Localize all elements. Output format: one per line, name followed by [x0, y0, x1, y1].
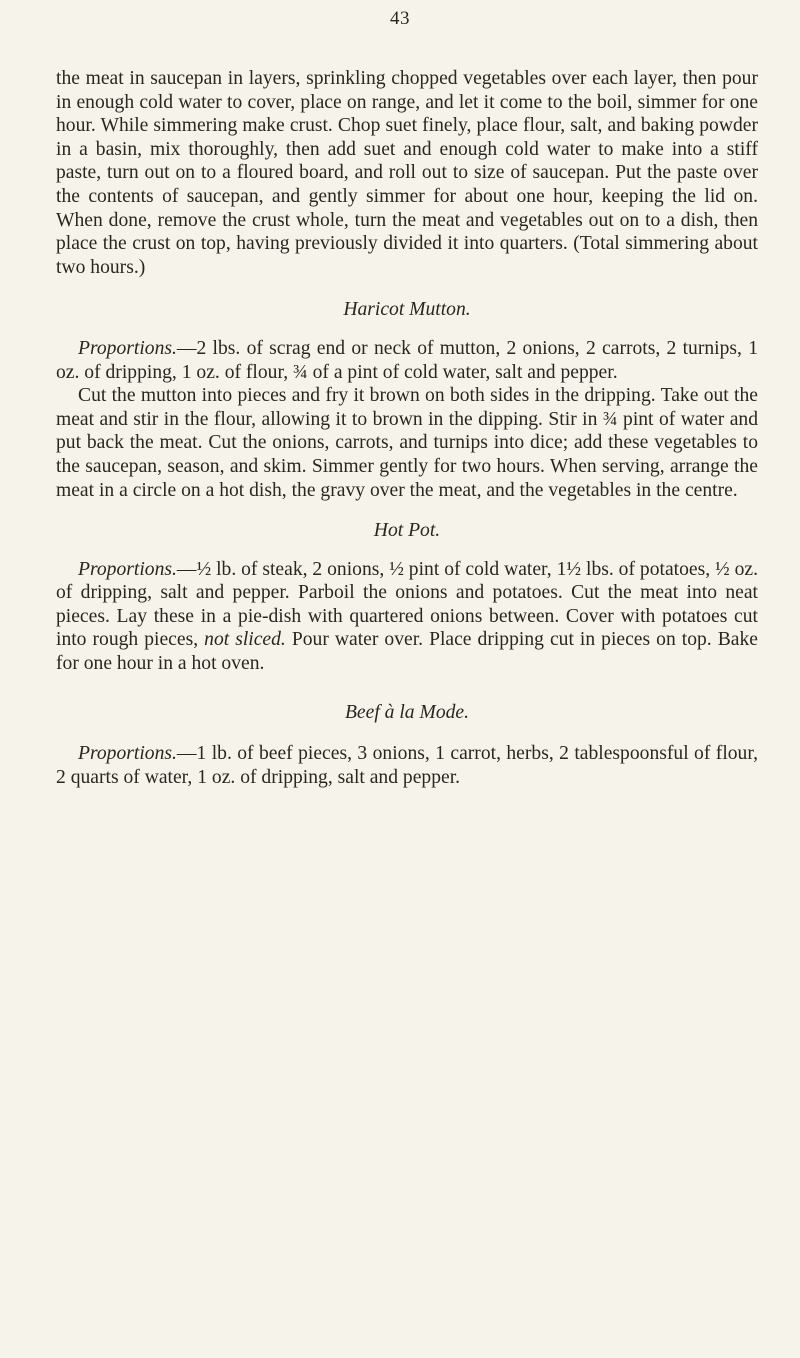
method-emphasis: not sliced.: [204, 629, 286, 651]
recipe-beef-a-la-mode: [56, 701, 758, 790]
proportions-label: Proportions.: [78, 743, 177, 765]
recipe-haricot-mutton: [56, 298, 758, 502]
proportions-text: —1 lb. of beef pieces, 3 onions, 1 carrot, herbs, 2 tablespoonsful of flour, 2 quarts of water, 1 oz. of dripping, salt and pepper.: [56, 743, 758, 788]
page-text: [56, 67, 758, 789]
recipe-title: Hot Pot.: [373, 520, 441, 542]
recipe-proportions: [56, 742, 758, 789]
proportions-text: —½ lb. of steak, 2 onions, ½ pint of cold water, 1½ lbs. of potatoes, ½ oz. of dripping, salt and pepper. Parboil the onions and potatoes. Cut the meat into neat pieces. Lay these in a pie-dish with quartered onions between. Cover with potatoes cut into rough pieces,: [56, 558, 758, 651]
page-number: 43: [390, 8, 410, 29]
recipe-method: Cut the mutton into pieces and fry it brown on both sides in the dripping. Take out the meat and stir in the flour, allowing it to brown in the dipping. Stir in ¾ pint of water and put back the meat. Cut the onions, carrots, and turnips into dice; add these vegetables to the saucepan, season, and skim. Simmer gently for two hours. When serving, arrange the meat in a circle on a hot dish, the gravy over the meat, and the vegetables in the centre.: [56, 385, 758, 501]
proportions-label: Proportions.: [78, 558, 177, 580]
recipe-title: Beef à la Mode.: [344, 701, 470, 723]
recipe-proportions: [56, 558, 758, 676]
recipe-hot-pot: [56, 519, 758, 676]
recipe-title: Haricot Mutton.: [343, 299, 471, 321]
method-tail: Pour water over. Place dripping cut in pieces on top. Bake for one hour in a hot oven.: [56, 629, 758, 675]
recipe-proportions: [56, 337, 758, 384]
proportions-text: —2 lbs. of scrag end or neck of mutton, 2 onions, 2 carrots, 2 turnips, 1 oz. of dripping, 1 oz. of flour, ¾ of a pint of cold water, salt and pepper.: [56, 337, 758, 383]
proportions-label: Proportions.: [78, 337, 177, 359]
intro-paragraph: the meat in saucepan in layers, sprinkling chopped vegetables over each layer, then pour in enough cold water to cover, place on range, and let it come to the boil, simmer for one hour. While simmering make crust. Chop suet finely, place flour, salt, and baking powder in a basin, mix thoroughly, then add suet and enough cold water to make into a stiff paste, turn out on to a floured board, and roll out to size of saucepan. Put the paste over the contents of saucepan, and gently simmer for about one hour, keeping the lid on. When done, remove the crust whole, turn the meat and vegetables out on to a dish, then place the crust on top, having previously divided it into quarters. (Total simmering about two hours.): [56, 68, 758, 278]
